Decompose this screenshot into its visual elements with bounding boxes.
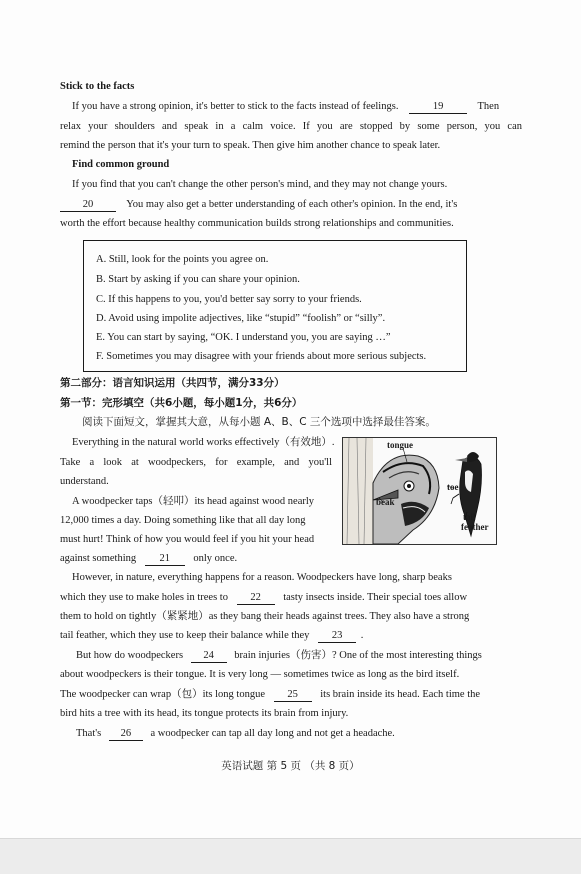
passage-text: . <box>360 630 364 641</box>
page-number: 英语试题 第 5 页 （共 8 页） <box>221 760 360 772</box>
heading-stick-to-facts: Stick to the facts <box>60 81 135 92</box>
viewer-bottom-bar <box>0 838 581 874</box>
woodpecker-diagram <box>342 437 497 545</box>
passage-line <box>60 552 332 566</box>
answer-blank-20[interactable]: 20 <box>60 199 116 212</box>
answer-blank-24[interactable]: 24 <box>191 650 227 663</box>
passage-text: brain injuries（伤害）? One of the most interesting things <box>234 650 482 661</box>
paragraph-text: If you have a strong opinion, it's better to stick to the facts instead of feelings. <box>72 101 399 112</box>
option-a: A. Still, look for the points you agree on. <box>96 254 269 265</box>
answer-blank-21[interactable]: 21 <box>145 553 185 566</box>
passage-line: However, in nature, everything happens for a reason. Woodpeckers have long, sharp beaks <box>72 572 452 583</box>
answer-blank-25[interactable]: 25 <box>274 689 312 702</box>
passage-text: only once. <box>193 553 238 564</box>
passage-line <box>76 649 522 663</box>
paragraph-line: remind the person that it's your turn to speak. Then give him another chance to speak later. <box>60 140 441 151</box>
option-e: E. You can start by saying, “OK. I understand you, you are saying …” <box>96 332 391 343</box>
paragraph-line: relax your shoulders and speak in a calm voice. If you are stopped by some person, you can <box>60 121 522 132</box>
passage-text: But how do woodpeckers <box>76 650 184 661</box>
answer-blank-22[interactable]: 22 <box>237 592 275 605</box>
section-part-two-heading: 第二部分：语言知识运用（共四节，满分33分） <box>60 377 285 389</box>
passage-line: bird hits a tree with its head, its tongue protects its brain from injury. <box>60 708 349 719</box>
paragraph-text: You may also get a better understanding of each other's opinion. In the end, it's <box>126 199 458 210</box>
answer-blank-23[interactable]: 23 <box>318 630 356 643</box>
label-toe: toe <box>447 482 459 492</box>
passage-line <box>60 591 522 605</box>
passage-line: Take a look at woodpeckers, for example, and you'll <box>60 457 332 468</box>
option-b: B. Start by asking if you can share your opinion. <box>96 274 300 285</box>
passage-text: That's <box>76 728 102 739</box>
passage-line <box>60 688 522 702</box>
label-feather: feather <box>461 522 489 532</box>
passage-line: 12,000 times a day. Doing something like that all day long <box>60 515 306 526</box>
passage-text: which they use to make holes in trees to <box>60 592 228 603</box>
passage-line: must hurt! Think of how you would feel if you hit your head <box>60 534 315 545</box>
answer-blank-19[interactable]: 19 <box>409 101 467 114</box>
passage-line <box>60 629 522 643</box>
passage-line: A woodpecker taps（轻叩）its head against wood nearly <box>72 496 315 507</box>
label-beak: beak <box>376 497 395 507</box>
heading-find-common-ground: Find common ground <box>72 159 170 170</box>
paragraph-text: Then <box>477 101 500 112</box>
answer-blank-26[interactable]: 26 <box>109 728 143 741</box>
option-c: C. If this happens to you, you'd better say sorry to your friends. <box>96 294 362 305</box>
option-d: D. Avoid using impolite adjectives, like “stupid” “foolish” or “silly”. <box>96 313 386 324</box>
passage-text: its brain inside its head. Each time the <box>320 689 481 700</box>
passage-line <box>76 727 526 741</box>
passage-text: a woodpecker can tap all day long and not get a headache. <box>150 728 395 739</box>
label-tail: tail <box>463 512 476 522</box>
paragraph-line <box>60 198 522 212</box>
options-box <box>83 240 467 372</box>
label-tongue: tongue <box>387 440 414 450</box>
passage-text: The woodpecker can wrap（包）its long tongue <box>60 689 265 700</box>
passage-text: against something <box>60 553 137 564</box>
paragraph-line <box>72 100 522 114</box>
paragraph-line: worth the effort because healthy communication builds strong relationships and communities. <box>60 218 454 229</box>
paragraph-line: If you find that you can't change the other person's mind, and they may not change yours. <box>72 179 448 190</box>
passage-line: understand. <box>60 476 109 487</box>
option-f: F. Sometimes you may disagree with your friends about more serious subjects. <box>96 351 427 362</box>
section-cloze-heading: 第一节：完形填空（共6小题，每小题1分，共6分） <box>60 397 303 409</box>
passage-line: Everything in the natural world works effectively（有效地）. <box>72 437 335 448</box>
passage-line: them to hold on tightly（紧紧地）as they bang their heads against trees. They also have a strong <box>60 611 470 622</box>
passage-line: about woodpeckers is their tongue. It is very long — sometimes twice as long as the bird itself. <box>60 669 460 680</box>
cloze-instruction: 阅读下面短文，掌握其大意，从每小题 A、B、C 三个选项中选择最佳答案。 <box>82 416 436 428</box>
passage-text: tail feather, which they use to keep their balance while they <box>60 630 310 641</box>
passage-text: tasty insects inside. Their special toes allow <box>283 592 468 603</box>
